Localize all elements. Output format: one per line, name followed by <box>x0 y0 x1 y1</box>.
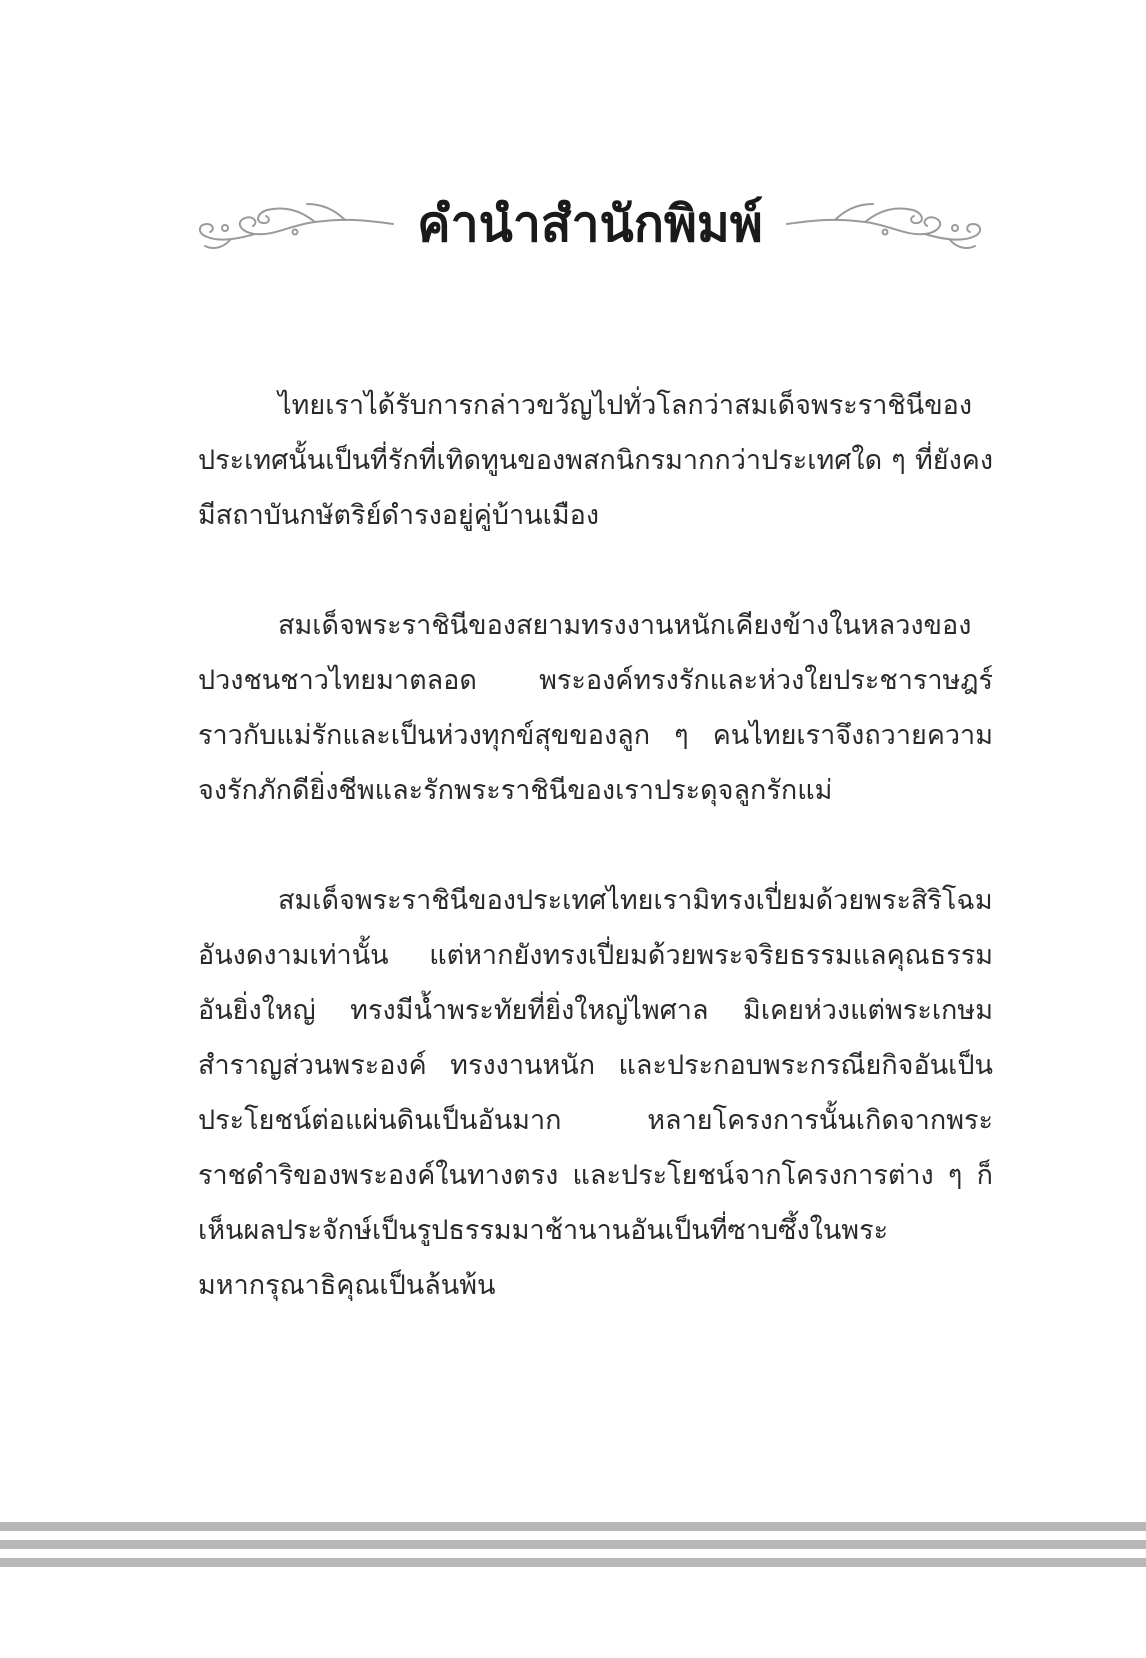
left-flourish-ornament <box>195 196 395 256</box>
right-flourish-ornament <box>785 196 985 256</box>
paragraph-2: สมเด็จพระราชินีของสยามทรงงานหนักเคียงข้างในหลวงของปวงชนชาวไทยมาตลอด พระองค์ทรงรักและห่วงใยประชาราษฎร์ราวกับแม่รักและเป็นห่วงทุกข์สุขของลูก ๆ คนไทยเราจึงถวายความจงรักภักดียิ่งชีพและรักพระราชินีของเราประดุจลูกรักแม่ <box>198 610 993 806</box>
footer-stripe <box>0 1522 1146 1531</box>
paragraph-3: สมเด็จพระราชินีของประเทศไทยเรามิทรงเปี่ยมด้วยพระสิริโฉมอันงดงามเท่านั้น แต่หากยังทรงเปี่ยมด้วยพระจริยธรรมแลคุณธรรมอันยิ่งใหญ่ ทรงมีน้ำพระทัยที่ยิ่งใหญ่ไพศาล มิเคยห่วงแต่พระเกษมสำราญส่วนพระองค์ ทรงงานหนัก และประกอบพระกรณียกิจอันเป็นประโยชน์ต่อแผ่นดินเป็นอันมาก หลายโครงการนั้นเกิดจากพระราชดำริของพระองค์ในทางตรง และประโยชน์จากโครงการต่าง ๆ ก็เห็นผลประจักษ์เป็นรูปธรรมมาช้านานอันเป็นที่ซาบซึ้งในพระมหากรุณาธิคุณเป็นล้นพ้น <box>198 885 993 1301</box>
paragraph-1: ไทยเราได้รับการกล่าวขวัญไปทั่วโลกว่าสมเด็จพระราชินีของประเทศนั้นเป็นที่รักที่เทิดทูนของพสกนิกรมากกว่าประเทศใด ๆ ที่ยังคงมีสถาบันกษัตริย์ดำรงอยู่คู่บ้านเมือง <box>198 390 993 531</box>
page-title: คำนำสำนักพิมพ์ <box>417 195 763 253</box>
footer-stripe <box>0 1540 1146 1549</box>
title-header <box>195 178 985 278</box>
preface-body <box>198 378 993 1368</box>
footer-stripe <box>0 1558 1146 1567</box>
footer-stripes <box>0 1522 1146 1568</box>
